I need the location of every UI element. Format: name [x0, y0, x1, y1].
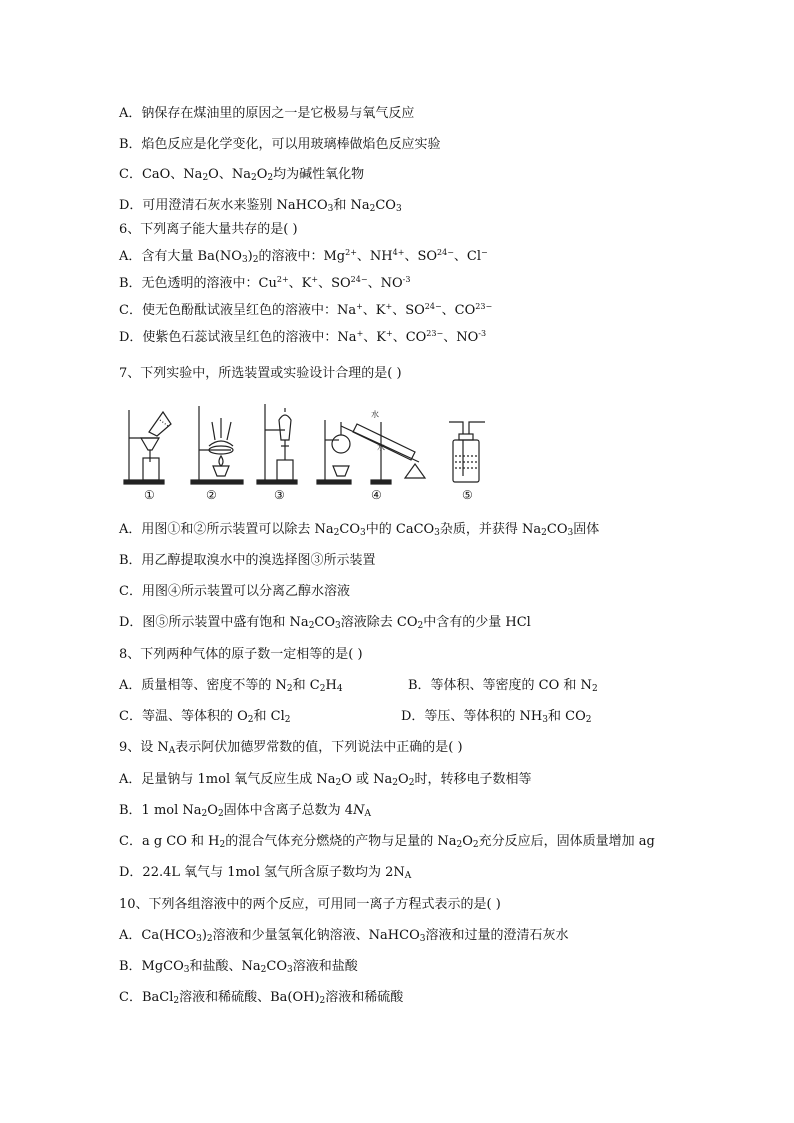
apparatus-5-gas-wash-bottle — [449, 422, 485, 482]
water-label: 水 — [377, 443, 385, 452]
figure-label-4: ④ — [371, 488, 382, 502]
q7-option-c: C．用图④所示装置可以分离乙醇水溶液 — [119, 584, 350, 599]
q5-option-b: B．焰色反应是化学变化，可以用玻璃棒做焰色反应实验 — [119, 137, 441, 152]
q10-stem: 10、下列各组溶液中的两个反应，可用同一离子方程式表示的是( ) — [119, 897, 501, 912]
figure-label-3: ③ — [274, 488, 285, 502]
q7-option-a: A．用图①和②所示装置可以除去 $Na_2CO_3$中的 CaCO$_3$杂质，并获得 $Na_2CO_3$固体 — [119, 522, 600, 538]
q6-option-b: B．无色透明的溶液中：$Cu^{2+}$、K+、$SO^{24-}$、$NO^{-3}$ — [119, 275, 411, 291]
q7-option-d: D．图⑤所示装置中盛有饱和 $Na_2CO_3$溶液除去 $CO_2$中含有的少量 HCl — [119, 615, 531, 631]
q9-option-a: A．足量钠与 1mol 氧气反应生成 $Na_2O$ 或 $Na_2O_2$时，转移电子数相等 — [119, 772, 532, 788]
q6-option-c: C．使无色酚酞试液呈红色的溶液中：Na+、K+、$SO^{24-}$、$CO^{23-}$ — [119, 302, 493, 318]
apparatus-2-evaporation — [191, 406, 243, 484]
q6-stem: 6、下列离子能大量共存的是( ) — [119, 222, 298, 237]
q7-stem: 7、下列实验中，所选装置或实验设计合理的是( ) — [119, 366, 402, 381]
water-label: 水 — [371, 410, 379, 419]
q8-stem: 8、下列两种气体的原子数一定相等的是( ) — [119, 647, 363, 662]
q5-option-c: C．CaO、$Na_2O$、$Na_2O_2$均为碱性氧化物 — [119, 167, 365, 183]
figure-label-5: ⑤ — [462, 488, 473, 502]
apparatus-1-filtration — [124, 410, 171, 484]
q8-option-c: C．等温、等体积的 $O_2$和 $Cl_2$ — [119, 709, 291, 725]
q10-option-b: B．MgCO$_3$和盐酸、$Na_2CO_3$溶液和盐酸 — [119, 959, 358, 975]
q10-option-a: A．$Ca(HCO_3)_2$溶液和少量氢氧化钠溶液、NaHCO$_3$溶液和过量的澄清石灰水 — [119, 928, 569, 944]
q9-option-b: B．1 mol $Na_2O_2$固体中含离子总数为 $4N_A$ — [119, 803, 371, 819]
q6-option-d: D．使紫色石蕊试液呈红色的溶液中：Na+、K+、$CO^{23-}$、$NO^{-3}$ — [119, 329, 487, 345]
q7-option-b: B．用乙醇提取溴水中的溴选择图③所示装置 — [119, 553, 376, 568]
q5-option-a: A．钠保存在煤油里的原因之一是它极易与氧气反应 — [119, 106, 415, 121]
q8-option-a: A．质量相等、密度不等的 $N_2$和 $C_2H_4$ — [119, 678, 343, 694]
figure-label-1: ① — [144, 488, 155, 502]
q9-stem: 9、设 $N_A$表示阿伏加德罗常数的值，下列说法中正确的是( ) — [119, 740, 463, 756]
figure-label-2: ② — [206, 488, 217, 502]
q6-option-a: A．含有大量 $Ba(NO_3)_2$的溶液中：$Mg^{2+}$、$NH^{4+}$、$SO^{24-}$、Cl− — [119, 248, 488, 265]
q8-option-d: D．等压、等体积的 $NH_3$和 $CO_2$ — [401, 709, 592, 725]
q5-option-d: D．可用澄清石灰水来鉴别 NaHCO$_3$和 $Na_2CO_3$ — [119, 198, 402, 214]
q8-option-b: B．等体积、等密度的 CO 和 $N_2$ — [408, 678, 598, 694]
apparatus-3-separatory-funnel — [257, 404, 297, 484]
q9-option-c: C．a g CO 和 $H_2$的混合气体充分燃烧的产物与足量的 $Na_2O_2$充分反应后，固体质量增加 ag — [119, 834, 655, 850]
apparatus-4-distillation — [317, 409, 425, 484]
apparatus-figure — [119, 400, 499, 506]
q10-option-c: C．BaCl$_2$溶液和稀硫酸、$Ba(OH)_2$溶液和稀硫酸 — [119, 990, 404, 1006]
q9-option-d: D．22.4L 氧气与 1mol 氢气所含原子数均为 $2N_A$ — [119, 865, 412, 881]
